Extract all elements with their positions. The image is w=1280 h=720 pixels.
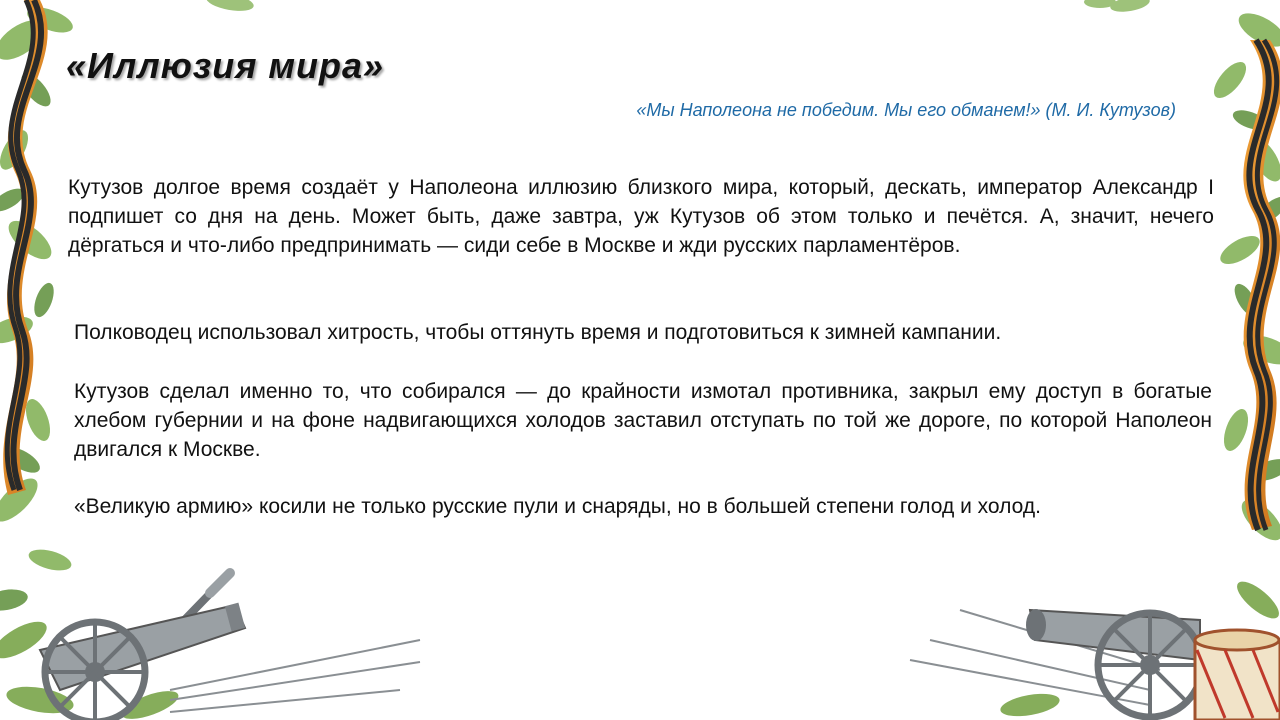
kutuzov-quote: «Мы Наполеона не победим. Мы его обманем!» (М. И. Кутузов) [636, 100, 1176, 120]
paragraph-exhaustion: Кутузов сделал именно то, что собирался — до крайности измотал противника, закрыл ему доступ в богатые хлебом губернии и на фоне надвигающихся холодов заставил отступать по той же дороге, по которой Наполеон двигался к Москве. [74, 380, 1212, 461]
paragraph-illusion-of-peace: Кутузов долгое время создаёт у Наполеона иллюзию близкого мира, который, дескать, император Александр I подпишет со дня на день. Может быть, даже завтра, уж Кутузов об этом только и печётся. А, значит, нечего дёргаться и что-либо предпринимать — сиди себе в Москве и жди русских парламентёров. [68, 176, 1214, 257]
paragraph-cunning: Полководец использовал хитрость, чтобы оттянуть время и подготовиться к зимней кампании. [74, 321, 1002, 344]
slide-title: «Иллюзия мира» [66, 45, 385, 86]
paragraph-grand-army: «Великую армию» косили не только русские пули и снаряды, но в большей степени голод и холод. [74, 495, 1041, 518]
